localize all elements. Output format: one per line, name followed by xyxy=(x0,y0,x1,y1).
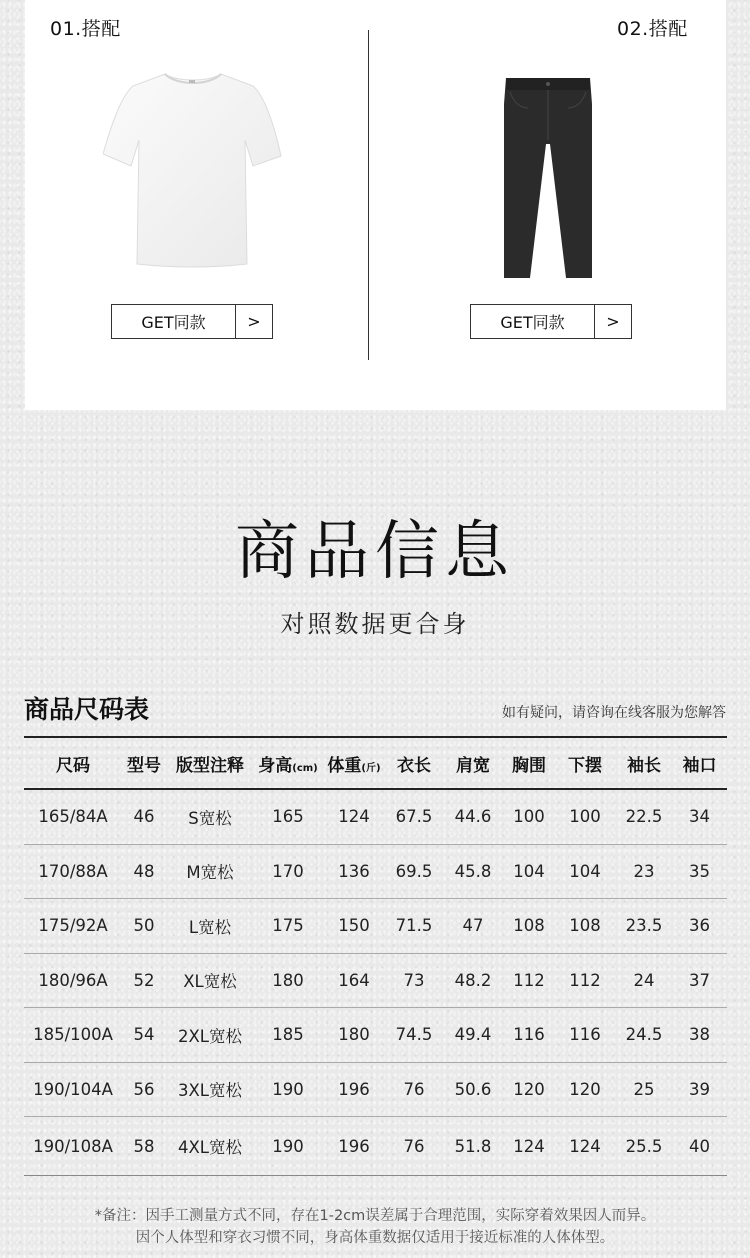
table-row xyxy=(24,954,727,1009)
table-row xyxy=(24,1008,727,1063)
table-cell: 116 xyxy=(569,1025,601,1045)
table-cell: 47 xyxy=(462,916,484,936)
outfit-divider xyxy=(368,30,369,360)
table-cell: 24.5 xyxy=(625,1025,663,1045)
table-cell: 175/92A xyxy=(38,916,108,936)
product-info-subtitle: 对照数据更合身 xyxy=(280,610,470,638)
get-same-item-button-1[interactable] xyxy=(111,304,273,339)
table-cell: 108 xyxy=(513,916,545,936)
header-unit: (cm) xyxy=(292,762,318,774)
table-header-cell xyxy=(166,751,254,776)
table-cell: 165 xyxy=(272,807,304,827)
table-cell: 25.5 xyxy=(625,1136,663,1156)
table-cell: 165/84A xyxy=(38,807,108,827)
table-cell: 2XL宽松 xyxy=(178,1026,242,1046)
table-cell: 45.8 xyxy=(454,861,492,881)
table-cell: 37 xyxy=(689,970,710,990)
table-row xyxy=(24,899,727,954)
table-cell: 4XL宽松 xyxy=(178,1138,242,1157)
table-header-row xyxy=(24,738,727,790)
table-cell: 39 xyxy=(689,1079,710,1099)
table-cell: 40 xyxy=(689,1136,710,1156)
table-cell: 112 xyxy=(569,970,601,990)
table-header-cell xyxy=(616,751,672,776)
table-cell: 170 xyxy=(272,861,304,881)
customer-service-note: 如有疑问，请咨询在线客服为您解答 xyxy=(502,705,726,721)
table-cell: 69.5 xyxy=(395,861,433,881)
table-cell: 190 xyxy=(272,1079,304,1099)
table-cell: 48 xyxy=(133,861,155,881)
table-cell: 104 xyxy=(569,861,601,881)
table-cell: 48.2 xyxy=(454,970,492,990)
header-text: 型号 xyxy=(127,755,161,776)
table-cell: 76 xyxy=(403,1136,425,1156)
table-cell: 51.8 xyxy=(454,1136,492,1156)
table-cell: 24 xyxy=(633,970,655,990)
table-cell: S宽松 xyxy=(188,808,232,828)
table-cell: 150 xyxy=(338,916,370,936)
chevron-right-icon: > xyxy=(247,312,261,331)
get-button-label: GET同款 xyxy=(112,305,236,338)
table-cell: 54 xyxy=(133,1025,155,1045)
white-tshirt-image[interactable] xyxy=(103,68,283,272)
table-header-cell xyxy=(386,751,442,776)
table-row xyxy=(24,1117,727,1176)
outfit-label-2: 02.搭配 xyxy=(617,18,688,40)
table-cell: 180/96A xyxy=(38,970,108,990)
product-info-title: 商品信息 xyxy=(235,515,515,589)
table-cell: 50 xyxy=(133,916,155,936)
table-cell: 58 xyxy=(133,1136,155,1156)
table-header-cell xyxy=(554,751,616,776)
table-header-cell xyxy=(24,751,122,776)
table-cell: 71.5 xyxy=(395,916,433,936)
table-cell: 124 xyxy=(569,1136,601,1156)
chevron-right-icon: > xyxy=(606,312,620,331)
table-cell: XL宽松 xyxy=(183,972,237,992)
table-header-cell xyxy=(672,751,727,776)
table-cell: 116 xyxy=(513,1025,545,1045)
table-cell: 35 xyxy=(689,861,710,881)
table-cell: 50.6 xyxy=(454,1079,492,1099)
table-cell: 180 xyxy=(272,970,304,990)
table-cell: 120 xyxy=(513,1079,545,1099)
table-cell: 34 xyxy=(689,807,710,827)
footnote-line-1: *备注：因手工测量方式不同，存在1-2cm误差属于合理范围，实际穿着效果因人而异。 xyxy=(94,1208,656,1224)
table-cell: 3XL宽松 xyxy=(178,1081,242,1101)
size-table xyxy=(24,736,727,1176)
size-table-title: 商品尺码表 xyxy=(24,695,150,724)
header-text: 衣长 xyxy=(397,755,431,776)
table-cell: 104 xyxy=(513,861,545,881)
table-header-cell xyxy=(504,751,554,776)
table-cell: 124 xyxy=(338,807,370,827)
table-cell: 190/104A xyxy=(33,1079,113,1099)
table-cell: 112 xyxy=(513,970,545,990)
table-cell: 52 xyxy=(133,970,155,990)
table-cell: 196 xyxy=(338,1136,370,1156)
table-cell: 100 xyxy=(513,807,545,827)
table-cell: 76 xyxy=(403,1079,425,1099)
table-header-cell xyxy=(254,751,322,776)
table-cell: 36 xyxy=(689,916,710,936)
get-same-item-button-2[interactable] xyxy=(470,304,632,339)
header-text: 体重 xyxy=(327,755,362,776)
header-text: 下摆 xyxy=(568,755,602,776)
dark-trousers-image[interactable] xyxy=(500,74,596,284)
header-text: 胸围 xyxy=(512,755,546,776)
table-cell: 67.5 xyxy=(395,807,433,827)
outfit-card xyxy=(25,0,726,410)
table-cell: 44.6 xyxy=(454,807,492,827)
table-cell: 108 xyxy=(569,916,601,936)
header-text: 版型注释 xyxy=(176,755,244,776)
table-cell: 196 xyxy=(338,1079,370,1099)
header-text: 身高 xyxy=(258,755,293,776)
table-header-cell xyxy=(442,751,504,776)
header-text: 尺码 xyxy=(56,755,90,776)
table-cell: 185/100A xyxy=(33,1025,113,1045)
outfit-label-1: 01.搭配 xyxy=(50,18,121,40)
table-cell: 46 xyxy=(133,807,155,827)
table-cell: L宽松 xyxy=(188,917,232,937)
header-unit: (斤) xyxy=(361,762,381,774)
table-cell: 23 xyxy=(633,861,655,881)
table-cell: 136 xyxy=(338,861,370,881)
table-cell: 164 xyxy=(338,970,370,990)
footnote-line-2: 因个人体型和穿衣习惯不同，身高体重数据仅适用于接近标准的人体体型。 xyxy=(135,1230,615,1246)
table-cell: 23.5 xyxy=(625,916,663,936)
table-cell: 38 xyxy=(689,1025,710,1045)
table-cell: M宽松 xyxy=(186,863,234,883)
table-cell: 124 xyxy=(513,1136,545,1156)
header-text: 袖口 xyxy=(682,755,717,776)
measurement-footnote xyxy=(0,1205,750,1249)
table-cell: 25 xyxy=(633,1079,655,1099)
table-header-cell xyxy=(322,751,386,776)
table-cell: 74.5 xyxy=(395,1025,433,1045)
table-cell: 22.5 xyxy=(625,807,663,827)
table-cell: 56 xyxy=(133,1079,155,1099)
header-text: 肩宽 xyxy=(456,755,490,776)
table-cell: 175 xyxy=(272,916,304,936)
table-cell: 190 xyxy=(272,1136,304,1156)
table-row xyxy=(24,790,727,845)
table-cell: 170/88A xyxy=(38,861,108,881)
table-header-cell xyxy=(122,751,166,776)
table-cell: 73 xyxy=(403,970,425,990)
header-text: 袖长 xyxy=(627,755,661,776)
table-cell: 120 xyxy=(569,1079,601,1099)
table-row xyxy=(24,1063,727,1118)
table-cell: 180 xyxy=(338,1025,370,1045)
table-cell: 49.4 xyxy=(454,1025,492,1045)
table-cell: 190/108A xyxy=(33,1136,113,1156)
table-row xyxy=(24,845,727,900)
get-button-label: GET同款 xyxy=(471,305,595,338)
table-cell: 100 xyxy=(569,807,601,827)
table-cell: 185 xyxy=(272,1025,304,1045)
